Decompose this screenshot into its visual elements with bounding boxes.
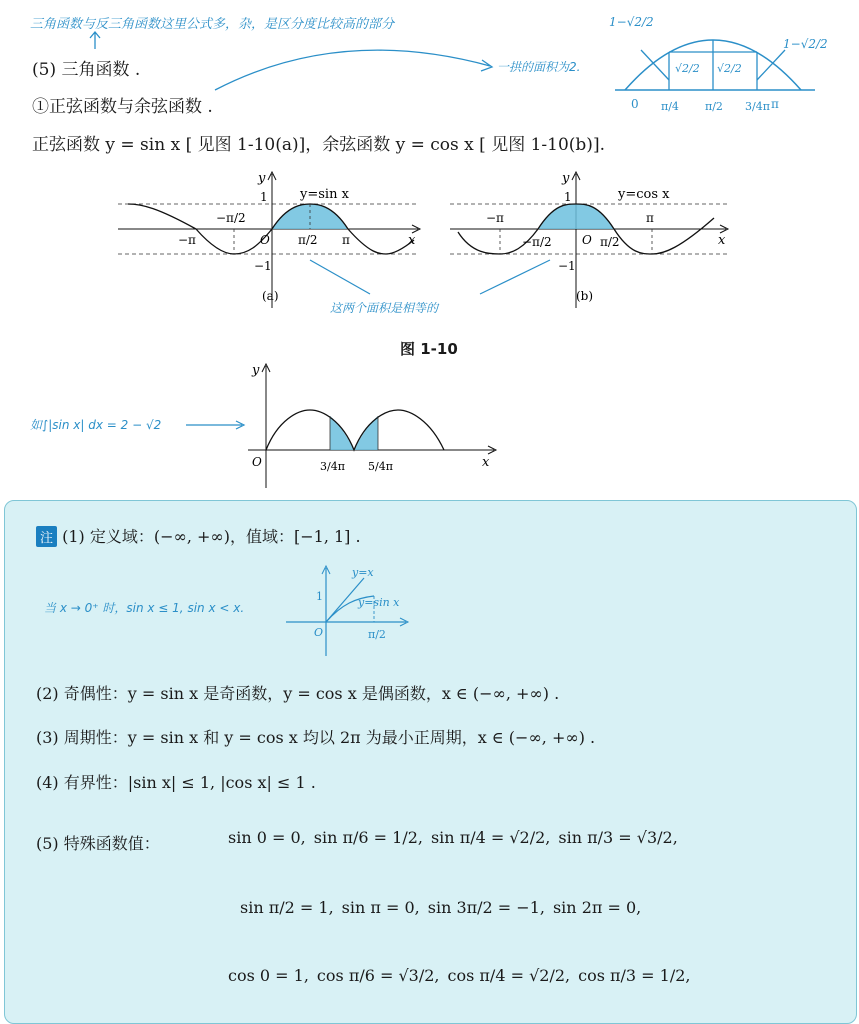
sv-r3-1: cos π/6 = √3/2, [316, 966, 440, 985]
abs-origin: O [252, 455, 262, 469]
abs-tick-5pi4: 5/4π [368, 460, 393, 473]
abs-x-label: x [482, 455, 490, 470]
arch-label-right: 1−√2/2 [783, 37, 828, 51]
arch-annotation: 一拱的面积为2. [497, 60, 581, 74]
cosine-function-label: y=cos x [618, 187, 670, 202]
sine-neg-half-pi: −π/2 [216, 211, 246, 225]
note-item-1-text: (1) 定义域：(−∞, +∞)，值域：[−1, 1] . [62, 527, 361, 546]
sv-r2-0: sin π/2 = 1, [240, 898, 334, 917]
arch-tick-3pi4: 3/4π [745, 100, 770, 113]
cosine-neg-pi: −π [486, 211, 504, 225]
up-arrow-icon [88, 30, 102, 50]
limit-graph [286, 560, 416, 660]
cosine-one-label: 1 [564, 190, 572, 204]
limit-half-pi: π/2 [368, 628, 386, 641]
sine-function-label: y=sin x [300, 187, 349, 202]
sv-r2-1: sin π = 0, [341, 898, 420, 917]
arch-tick-0: 0 [631, 97, 639, 111]
special-values-row-3 [228, 966, 691, 985]
cosine-x-label: x [718, 233, 726, 248]
arch-label-mid1: √2/2 [675, 62, 700, 75]
abs-tick-3pi4: 3/4π [320, 460, 345, 473]
limit-one: 1 [316, 590, 323, 603]
sine-neg-pi: −π [178, 233, 196, 247]
cosine-neg-half-pi: −π/2 [522, 235, 552, 249]
note-item-4: (4) 有界性：|sin x| ≤ 1, |cos x| ≤ 1 . [36, 773, 316, 792]
sv-r1-3: sin π/3 = √3/2, [558, 828, 678, 847]
note-badge: 注 [36, 526, 57, 547]
limit-origin: O [314, 626, 324, 639]
arch-tick-pi4: π/4 [661, 100, 679, 113]
sv-r2-3: sin 2π = 0, [552, 898, 642, 917]
note-box [4, 500, 857, 1024]
sv-r1-0: sin 0 = 0, [228, 828, 306, 847]
note-item-2: (2) 奇偶性：y = sin x 是奇函数，y = cos x 是偶函数，x ∈ (−∞, +∞) . [36, 684, 560, 703]
sine-pi: π [342, 233, 350, 247]
cosine-sub-b: (b) [576, 289, 594, 303]
arch-area-figure [605, 0, 859, 130]
sine-one-label: 1 [260, 190, 268, 204]
cosine-pi: π [646, 211, 654, 225]
limit-annotation: 当 x → 0⁺ 时，sin x ≤ 1, sin x < x. [44, 601, 245, 615]
sine-sub-a: (a) [262, 289, 279, 303]
section-subheading: ①正弦函数与余弦函数 . [32, 97, 213, 117]
figure-caption: 图 1-10 [400, 340, 458, 358]
sine-neg-one: −1 [254, 259, 272, 273]
intro-line: 正弦函数 y = sin x [ 见图 1-10(a)]，余弦函数 y = cos x [ 见图 1-10(b)]. [32, 135, 605, 155]
sv-r1-2: sin π/4 = √2/2, [430, 828, 551, 847]
section-heading: (5) 三角函数 . [32, 60, 141, 80]
arch-label-mid2: √2/2 [717, 62, 742, 75]
arch-label-left: 1−√2/2 [609, 15, 654, 29]
sv-r2-2: sin 3π/2 = −1, [427, 898, 545, 917]
sine-y-label: y [258, 171, 266, 186]
curved-arrow-icon [210, 30, 500, 100]
integral-arrow-icon [186, 418, 248, 432]
arch-tick-pi: π [771, 97, 779, 111]
top-annotation: 三角函数与反三角函数这里公式多，杂，是区分度比较高的部分 [30, 17, 395, 32]
limit-y-eq-sin: y=sin x [358, 596, 400, 609]
note-item-5: (5) 特殊函数值： [36, 834, 160, 853]
cosine-half-pi: π/2 [600, 235, 620, 249]
cosine-y-label: y [562, 171, 570, 186]
sv-r1-1: sin π/6 = 1/2, [313, 828, 423, 847]
cosine-origin: O [582, 233, 592, 247]
abs-y-label: y [252, 363, 260, 378]
integral-annotation: 如∫|sin x| dx = 2 − √2 [30, 418, 162, 432]
limit-y-eq-x: y=x [352, 566, 374, 579]
cosine-neg-one: −1 [558, 259, 576, 273]
special-values-row-1 [228, 828, 678, 847]
sine-origin: O [260, 233, 270, 247]
note-item-3: (3) 周期性：y = sin x 和 y = cos x 均以 2π 为最小正周期，x ∈ (−∞, +∞) . [36, 728, 596, 747]
abs-sine-graph [248, 360, 498, 490]
sv-r3-3: cos π/3 = 1/2, [578, 966, 691, 985]
sine-half-pi: π/2 [298, 233, 318, 247]
arch-tick-pi2: π/2 [705, 100, 723, 113]
sine-x-label: x [408, 233, 416, 248]
equal-area-annotation: 这两个面积是相等的 [330, 301, 439, 315]
note-item-1 [36, 524, 361, 547]
sv-r3-0: cos 0 = 1, [228, 966, 309, 985]
special-values-row-2 [240, 898, 641, 917]
sv-r3-2: cos π/4 = √2/2, [447, 966, 571, 985]
